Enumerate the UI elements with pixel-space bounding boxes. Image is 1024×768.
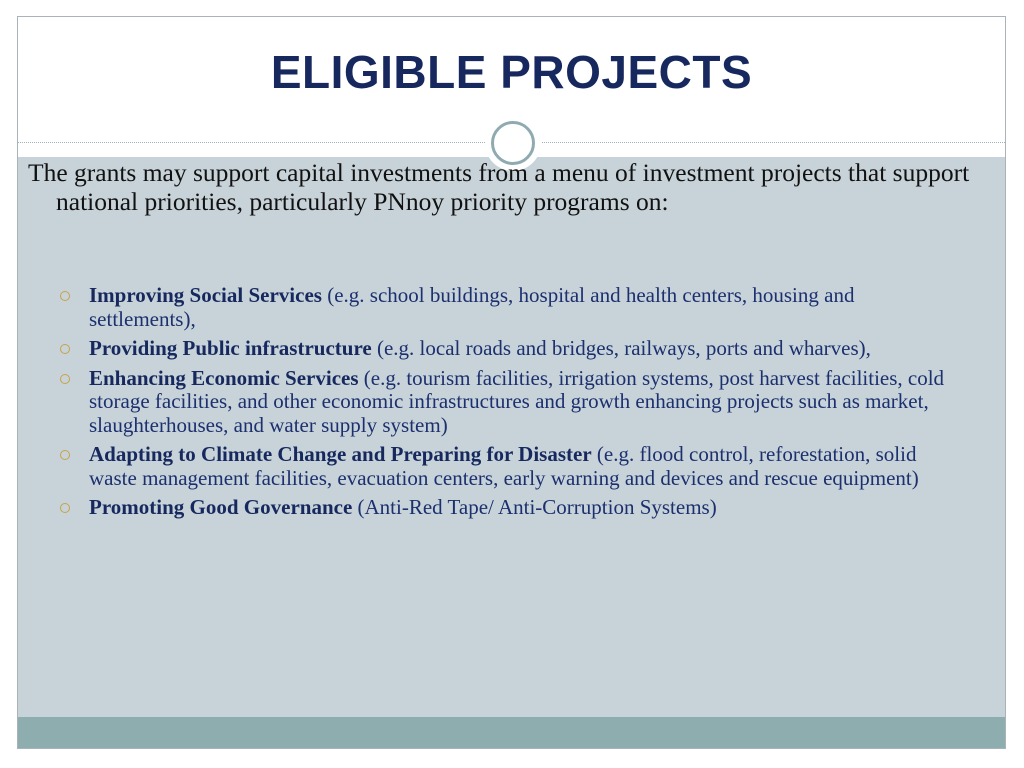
circle-bullet-icon [60,344,70,354]
footer-band [18,717,1005,749]
list-item [56,443,956,490]
list-item [56,496,956,520]
circle-bullet-icon [60,503,70,513]
list-item [56,337,956,361]
bullet-heading: Improving Social Services [89,283,322,307]
bullet-heading: Adapting to Climate Change and Preparing for Disaster [89,442,592,466]
list-item [56,284,956,331]
bullet-heading: Enhancing Economic Services [89,365,359,390]
circle-bullet-icon [60,450,70,460]
bullet-detail: (e.g. school buildings, hospital and health centers, housing and settlements), [89,283,855,331]
bullet-detail: (e.g. local roads and bridges, railways, ports and wharves), [371,336,871,360]
slide-title: ELIGIBLE PROJECTS [270,46,753,98]
list-item [56,367,956,438]
intro-paragraph: The grants may support capital investments from a menu of investment projects that support national priorities, particularly PNnoy priority programs on: [28,158,970,216]
bullet-list [56,284,956,526]
circle-bullet-icon [60,374,70,384]
bullet-detail: (e.g. tourism facilities, irrigation systems, post harvest facilities, cold storage facilities, and other economic infrastructures and growth enhancing projects such as market, slaughterhouses, and water supply system) [89,365,945,437]
bullet-detail: (Anti-Red Tape/ Anti-Corruption Systems) [352,495,717,519]
bullet-heading: Promoting Good Governance [89,495,353,519]
bullet-detail: (e.g. flood control, reforestation, solid waste management facilities, evacuation centers, early warning and devices and rescue equipment) [89,442,919,490]
bullet-heading: Providing Public infrastructure [89,336,372,360]
circle-bullet-icon [60,291,70,301]
